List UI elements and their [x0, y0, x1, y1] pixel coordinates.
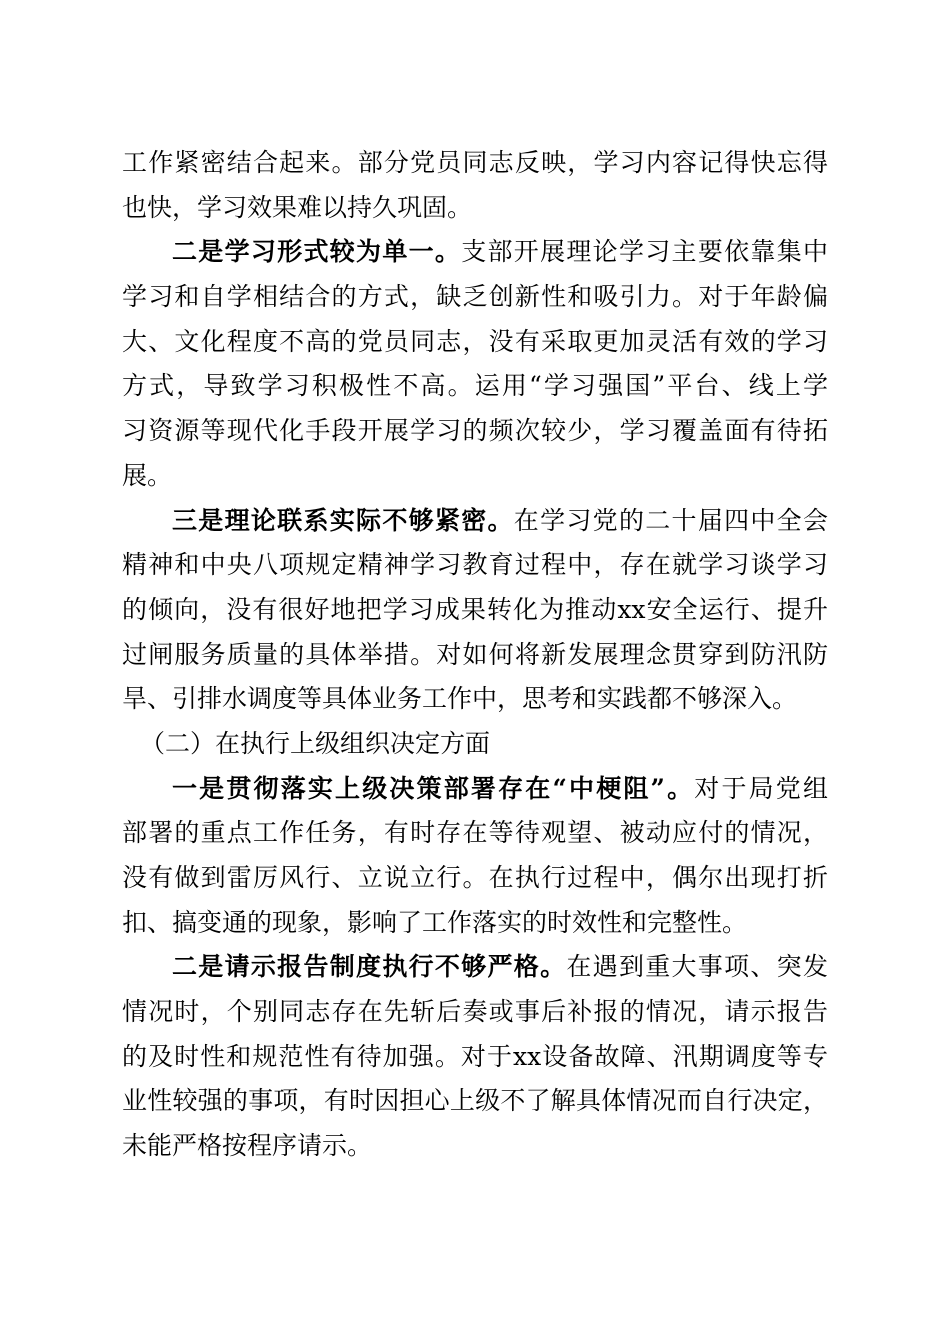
text-line	[122, 767, 828, 812]
line-text: 对于局党组	[694, 773, 828, 803]
paragraph-lead: 一是贯彻落实上级决策部署存在“中梗阻”。	[172, 773, 695, 803]
text-line: 展。	[122, 460, 173, 490]
text-line: 学习和自学相结合的方式，缺乏创新性和吸引力。对于年龄偏	[122, 282, 828, 312]
text-line: 习资源等现代化手段开展学习的频次较少，学习覆盖面有待拓	[122, 416, 828, 446]
text-line: 的及时性和规范性有待加强。对于xx设备故障、汛期调度等专	[122, 1041, 828, 1071]
text-line	[122, 945, 828, 990]
text-line	[122, 230, 828, 275]
section-heading: （二）在执行上级组织决定方面	[140, 728, 491, 758]
text-line: 的倾向，没有很好地把学习成果转化为推动xx安全运行、提升	[122, 594, 828, 624]
text-line: 也快，学习效果难以持久巩固。	[122, 192, 473, 222]
paragraph-lead: 二是学习形式较为单一。	[172, 237, 462, 267]
paragraph-study-format	[122, 230, 828, 498]
paragraph-execution-obstruction	[122, 767, 828, 946]
text-line: 方式，导致学习积极性不高。运用“学习强国”平台、线上学	[122, 371, 828, 401]
text-line: 业性较强的事项，有时因担心上级不了解具体情况而自行决定，	[122, 1086, 828, 1116]
line-text: 支部开展理论学习主要依靠集中	[461, 237, 828, 267]
document-body	[122, 141, 828, 1169]
text-line: 没有做到雷厉风行、立说立行。在执行过程中，偶尔出现打折	[122, 863, 828, 892]
paragraph-theory-practice	[122, 499, 828, 722]
text-line	[122, 499, 828, 544]
paragraph-lead: 二是请示报告制度执行不够严格。	[172, 952, 567, 982]
line-text: 在学习党的二十届四中全会	[513, 505, 828, 535]
text-line: 精神和中央八项规定精神学习教育过程中，存在就学习谈学习	[122, 550, 828, 580]
line-text: 在遇到重大事项、突发	[566, 952, 828, 982]
text-line: 旱、引排水调度等具体业务工作中，思考和实践都不够深入。	[122, 684, 798, 714]
text-line: 部署的重点工作任务，有时存在等待观望、被动应付的情况，	[122, 818, 828, 848]
text-line: 情况时，个别同志存在先斩后奏或事后补报的情况，请示报告	[122, 997, 828, 1027]
paragraph-continuation	[122, 141, 828, 230]
text-line: 过闸服务质量的具体举措。对如何将新发展理念贯穿到防汛防	[122, 639, 828, 669]
text-line: 工作紧密结合起来。部分党员同志反映，学习内容记得快忘得	[122, 148, 828, 177]
text-line: 扣、搞变通的现象，影响了工作落实的时效性和完整性。	[122, 907, 748, 937]
paragraph-lead: 三是理论联系实际不够紧密。	[172, 505, 514, 535]
text-line: 未能严格按程序请示。	[122, 1131, 373, 1161]
paragraph-reporting-system	[122, 945, 828, 1168]
text-line: 大、文化程度不高的党员同志，没有采取更加灵活有效的学习	[122, 326, 828, 356]
